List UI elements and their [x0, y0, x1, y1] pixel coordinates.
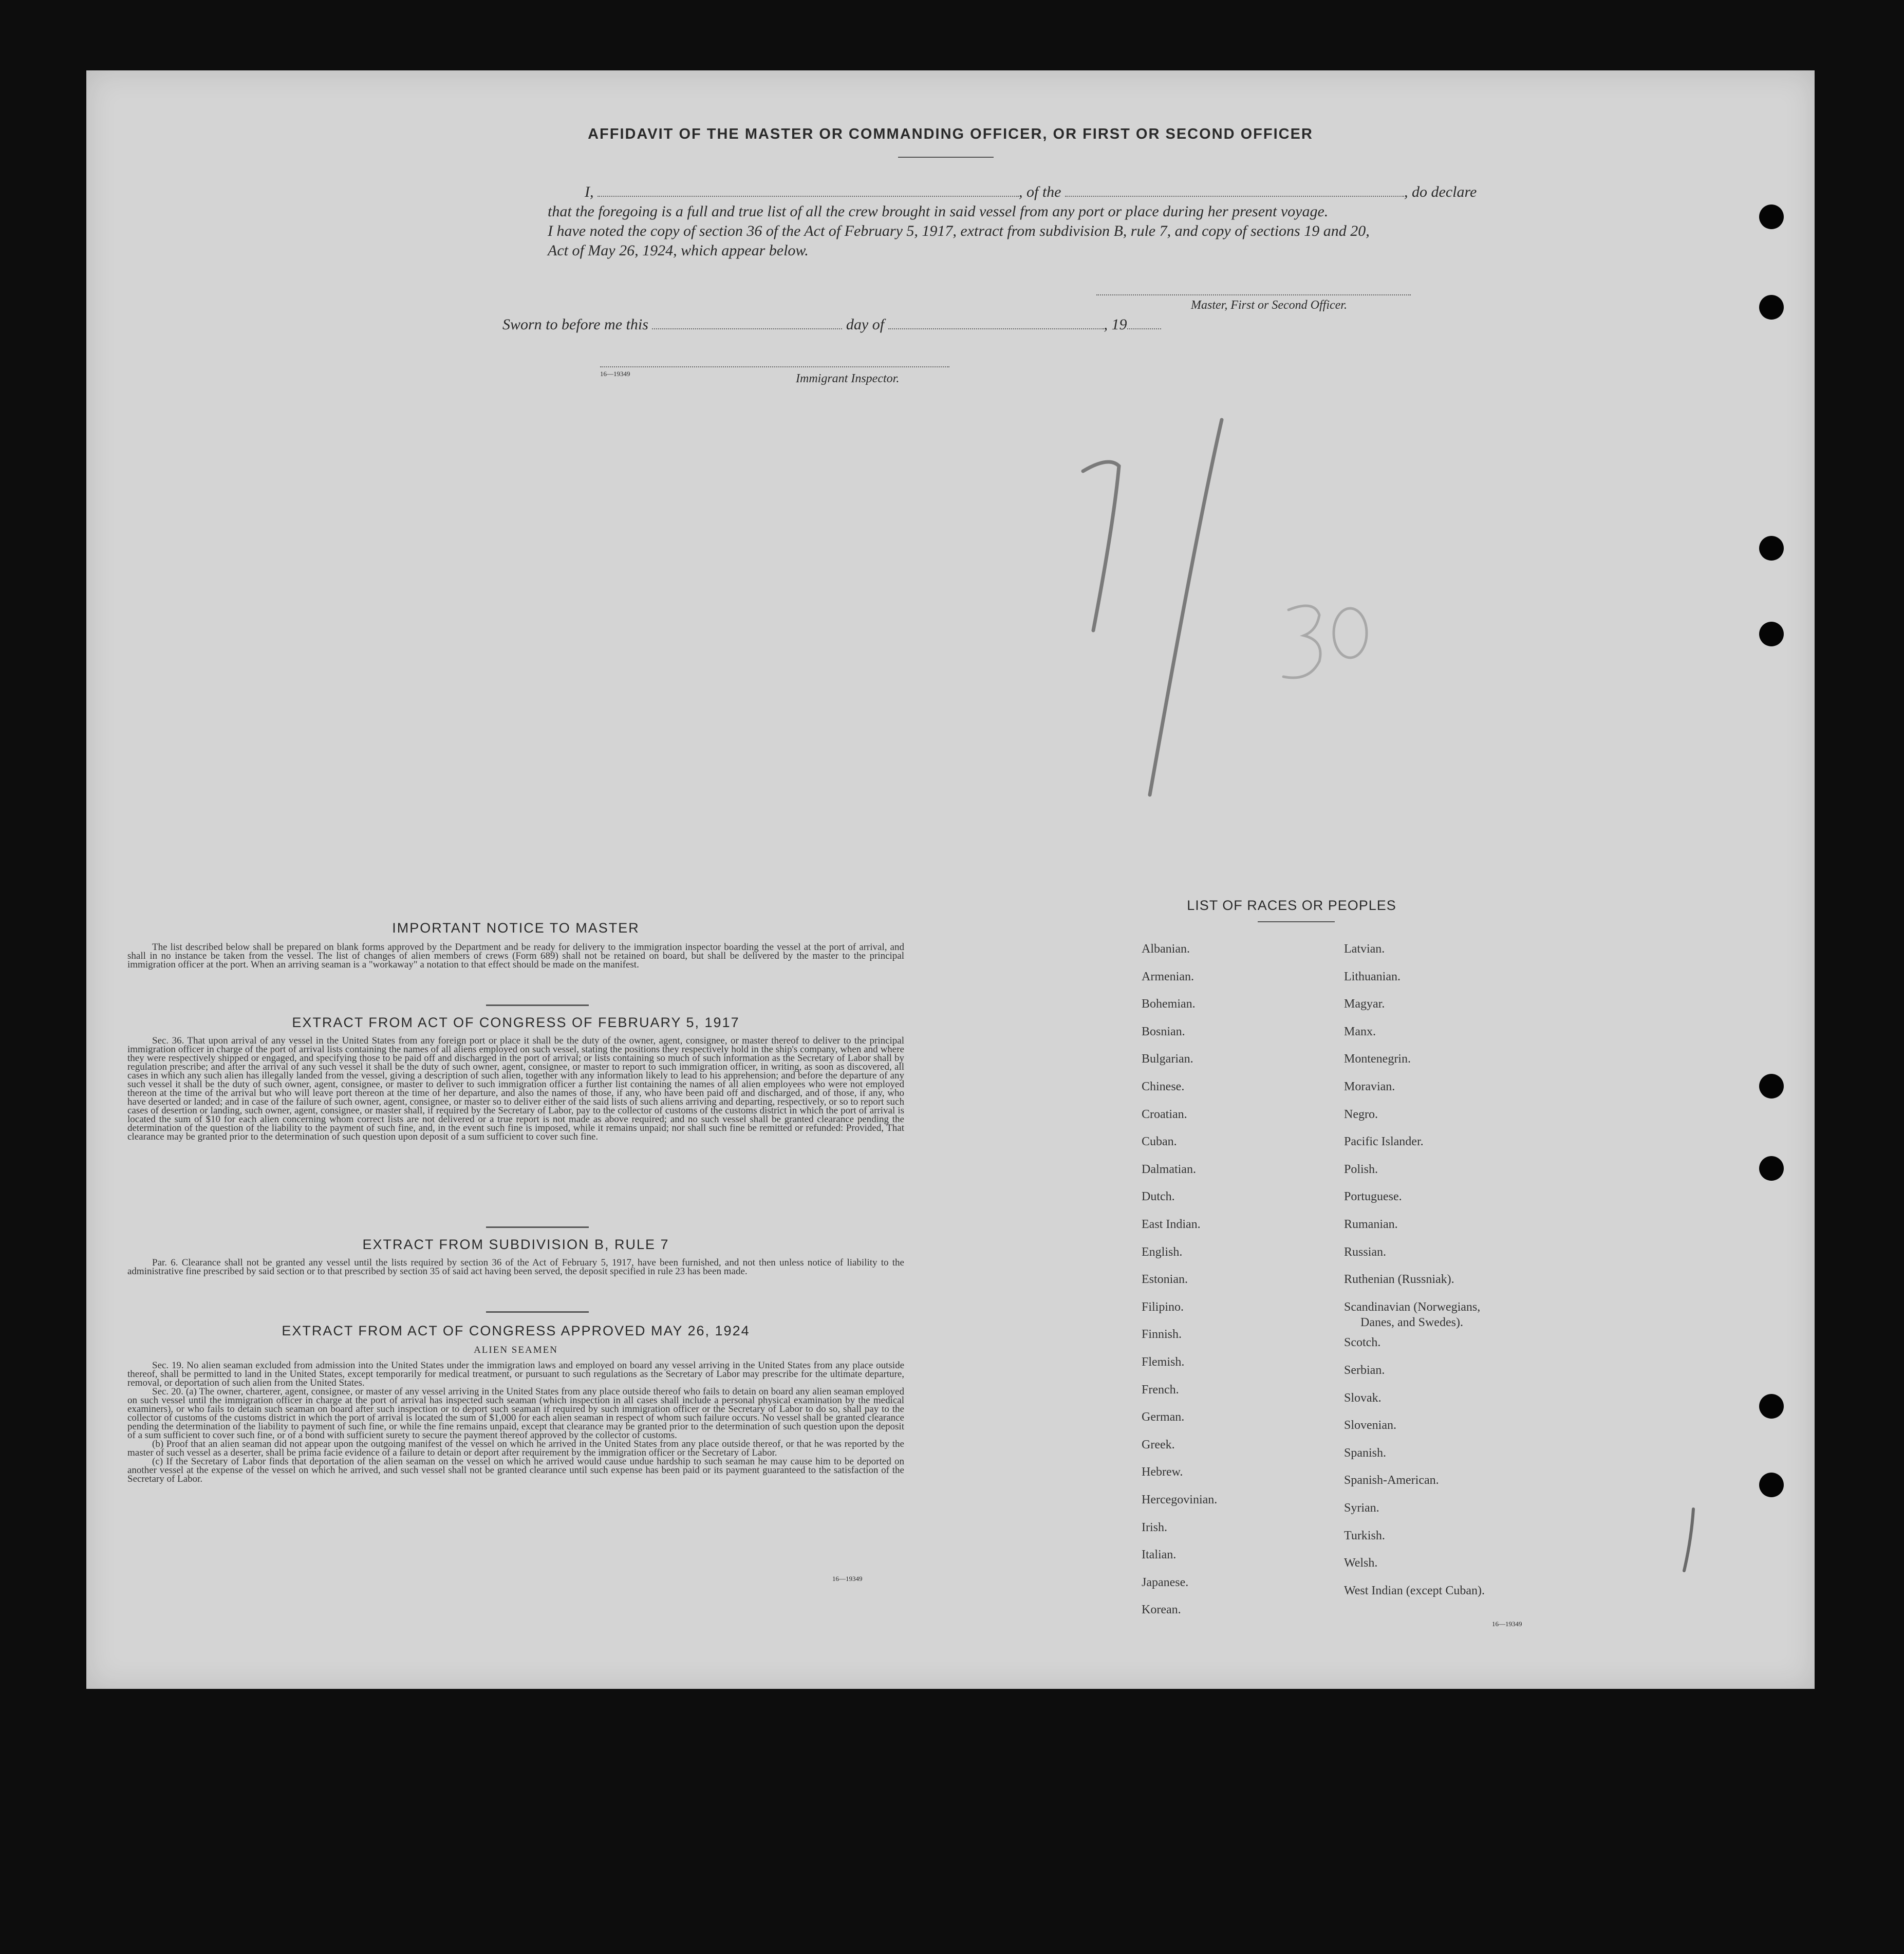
race-item: Hercegovinian. [1142, 1493, 1218, 1506]
race-item: German. [1142, 1410, 1185, 1424]
race-item: French. [1142, 1383, 1179, 1397]
paragraph-6: Par. 6. Clearance shall not be granted any vessel until the lists required by section 36 of the Act of February 5, 1917, have been furnished, and not then unless notice of liability to the administrative fine prescribed by said section or to that prescribed by section 35 of said act having been served, the deposit specified in rule 23 has been made. [127, 1257, 904, 1277]
notice-heading: IMPORTANT NOTICE TO MASTER [392, 920, 640, 936]
extract-1917-divider [486, 1226, 589, 1228]
section-20c-paragraph: (c) If the Secretary of Labor finds that deportation of the alien seaman on the vessel on which he arrived would cause undue hardship to such seaman he may cause him to be deported on another vessel at the expense of the vessel on which he arrived, and such vessel shall not be granted clearance until such expense has been paid or its payment guaranteed to the satisfaction of the Secretary of Labor. [127, 1456, 904, 1484]
race-item: East Indian. [1142, 1218, 1201, 1231]
race-item: Moravian. [1344, 1080, 1395, 1093]
race-item: Ruthenian (Russniak). [1344, 1273, 1454, 1286]
races-heading: LIST OF RACES OR PEOPLES [1187, 898, 1396, 913]
race-item: Syrian. [1344, 1501, 1379, 1515]
race-item: Magyar. [1344, 997, 1385, 1011]
extract-1917-text [127, 1036, 904, 1141]
race-item: Dutch. [1142, 1190, 1175, 1203]
punch-hole [1759, 1394, 1784, 1419]
sworn-label: Sworn to before me this [502, 316, 648, 333]
declaration-line-3: I have noted the copy of section 36 of the Act of February 5, 1917, extract from subdivision B, rule 7, and copy of sections 19 and 20, [548, 222, 1370, 239]
notice-text [127, 943, 904, 969]
race-item: Pacific Islander. [1344, 1135, 1424, 1148]
punch-hole [1759, 1156, 1784, 1181]
race-item: Latvian. [1344, 942, 1385, 956]
punch-hole [1759, 204, 1784, 229]
race-item: Turkish. [1344, 1529, 1385, 1542]
i-label: I, [585, 183, 594, 200]
master-signature-label: Master, First or Second Officer. [1191, 299, 1347, 312]
race-item: Italian. [1142, 1548, 1177, 1561]
race-item: Welsh. [1344, 1556, 1378, 1570]
notice-paragraph: The list described below shall be prepared on blank forms approved by the Department and be ready for delivery to the immigration inspector boarding the vessel at the port of arrival, and shall in no instance be taken from the vessel. The list of changes of alien members of crews (Form 689) shall not be retained on board, but shall be delivered by the master to the principal immigration officer at the port. When an arriving seaman is a "workaway" a notation to that effect should be made on the manifest. [127, 942, 904, 970]
handwritten-30 [1283, 606, 1367, 678]
handwritten-fraction [1083, 420, 1222, 795]
race-item: Greek. [1142, 1438, 1175, 1451]
race-item: Bohemian. [1142, 997, 1196, 1011]
race-item: Bosnian. [1142, 1025, 1185, 1038]
extract-form-number: 16—19349 [832, 1575, 863, 1583]
do-declare-label: , do declare [1404, 183, 1477, 200]
race-item: Cuban. [1142, 1135, 1177, 1148]
punch-hole [1759, 622, 1784, 646]
rule-7-heading: EXTRACT FROM SUBDIVISION B, RULE 7 [362, 1237, 669, 1252]
race-item: Rumanian. [1344, 1218, 1398, 1231]
declaration-line-4: Act of May 26, 1924, which appear below. [548, 242, 809, 259]
affidavit-form-number: 16—19349 [600, 370, 630, 378]
race-item: Russian. [1344, 1245, 1387, 1259]
extract-1917-heading: EXTRACT FROM ACT OF CONGRESS OF FEBRUARY 5, 1917 [292, 1015, 740, 1030]
alien-seamen-subheading: ALIEN SEAMEN [474, 1345, 558, 1355]
race-item: Croatian. [1142, 1108, 1187, 1121]
punch-hole [1759, 536, 1784, 561]
race-item: Slovenian. [1344, 1419, 1396, 1432]
race-item: Bulgarian. [1142, 1052, 1193, 1066]
race-item: Spanish-American. [1344, 1474, 1439, 1487]
races-divider [1258, 921, 1335, 922]
race-item: West Indian (except Cuban). [1344, 1584, 1485, 1597]
extract-1924-text [127, 1361, 904, 1483]
punch-hole [1759, 1473, 1784, 1497]
race-item: Portuguese. [1344, 1190, 1402, 1203]
year-label: , 19 [1104, 316, 1127, 333]
race-item: Slovak. [1344, 1391, 1382, 1405]
rule-7-text [127, 1258, 904, 1276]
race-item: Irish. [1142, 1521, 1167, 1534]
punch-hole [1759, 295, 1784, 320]
race-item: Negro. [1344, 1108, 1378, 1121]
races-form-number: 16—19349 [1492, 1620, 1522, 1628]
race-item: Korean. [1142, 1603, 1181, 1616]
race-item: English. [1142, 1245, 1183, 1259]
race-item: Dalmatian. [1142, 1163, 1196, 1176]
extract-1924-heading: EXTRACT FROM ACT OF CONGRESS APPROVED MAY 26, 1924 [282, 1323, 750, 1338]
race-item: Polish. [1344, 1163, 1378, 1176]
race-item: Serbian. [1344, 1364, 1385, 1377]
race-item: Armenian. [1142, 970, 1194, 983]
section-36-paragraph: Sec. 36. That upon arrival of any vessel in the United States from any foreign port or place it shall be the duty of the owner, agent, consignee, or master thereof to deliver to the principal immigration officer in charge of the port of arrival lists containing the names of all aliens employed on such vessel, stating the positions they respectively hold in the ship's company, when and where they were respectively shipped or engaged, and specifying those to be paid off and discharged in the port of arrival; or lists containing so much of such information as the Secretary of Labor shall by regulation prescribe; and after the arrival of any such vessel it shall be the duty of such owner, agent, consignee, or master to report to such immigration officer, in writing, as soon as discovered, all cases in which any such alien has illegally landed from the vessel, giving a description of such alien, together with any information likely to lead to his apprehension; and before the departure of any such vessel it shall be the duty of such owner, agent, consignee, or master to deliver to such immigration officer a further list containing the names of all alien employees who were not employed thereon at the time of the arrival but who will leave port thereon at the time of her departure, and also the names of those, if any, who have been paid off and discharged, and of those, if any, who have deserted or landed; and in case of the failure of such owner, agent, consignee, or master so to deliver either of the said lists of such aliens arriving and departing, respectively, or so to report such cases of desertion or landing, such owner, agent, consignee, or master shall, if required by the Secretary of Labor, pay to the collector of customs of the customs district in which the port of arrival is located the sum of $10 for each alien concerning whom correct lists are not delivered or a true report is not made as above required; and no such vessel shall be granted clearance pending the determination of the question of the liability to the payment of such fine, and, in the event such fine is imposed, while it remains unpaid; nor shall such fine be remitted or refunded: Provided, That clearance may be granted prior to the determination of such question upon deposit of a sum sufficient to cover such fine. [127, 1035, 904, 1142]
race-item: Hebrew. [1142, 1465, 1183, 1479]
race-item: Scotch. [1344, 1336, 1381, 1349]
of-the-label: , of the [1019, 183, 1061, 200]
punch-hole [1759, 1074, 1784, 1099]
notice-divider [486, 1004, 589, 1006]
race-item: Chinese. [1142, 1080, 1185, 1093]
race-item: Estonian. [1142, 1273, 1188, 1286]
section-19-paragraph: Sec. 19. No alien seaman excluded from admission into the United States under the immigration laws and employed on board any vessel arriving in the United States from any place outside thereof, shall be permitted to land in the United States, except temporarily for medical treatment, or pursuant to such regulations as the Secretary of Labor may prescribe for the ultimate departure, removal, or deportation of such alien from the United States. [127, 1360, 904, 1388]
document-page [86, 70, 1815, 1689]
race-item: Flemish. [1142, 1355, 1185, 1369]
race-item: Danes, and Swedes). [1360, 1316, 1463, 1329]
race-item: Japanese. [1142, 1576, 1189, 1589]
race-item: Scandinavian (Norwegians, [1344, 1300, 1481, 1314]
rule-7-divider [486, 1311, 589, 1313]
handwritten-slash [1150, 420, 1222, 795]
declaration-line-2: that the foregoing is a full and true list of all the crew brought in said vessel from any port or place during her present voyage. [548, 203, 1329, 220]
section-20a-paragraph: Sec. 20. (a) The owner, charterer, agent, consignee, or master of any vessel arriving in the United States from any place outside thereof who fails to detain on board any alien seaman employed on such vessel until the immigration officer in charge at the port of arrival has inspected such seaman (which inspection in all cases shall include a personal physical examination by the medical examiners), or who fails to detain such seaman on board after such inspection or to deport such seaman if required by such immigration officer or the Secretary of Labor to do so, shall pay to the collector of customs of the customs district in which the port of arrival is located the sum of $1,000 for each alien seaman in respect of whom such failure occurs. No vessel shall be granted clearance pending the determination of the liability to payment of such fine, or while the fine remains unpaid, except that clearance may be granted prior to the determination of such question upon the deposit of a sum sufficient to cover such fine, or of a bond with sufficient surety to secure the payment thereof approved by the collector of customs. [127, 1386, 904, 1441]
race-item: Albanian. [1142, 942, 1190, 956]
race-item: Manx. [1344, 1025, 1376, 1038]
race-item: Montenegrin. [1344, 1052, 1411, 1066]
race-item: Finnish. [1142, 1328, 1182, 1341]
handwritten-digit-7 [1083, 462, 1119, 630]
section-20b-paragraph: (b) Proof that an alien seaman did not appear upon the outgoing manifest of the vessel on which he arrived in the United States from any place outside thereof, or that he was reported by the master of such vessel as a deserter, shall be prima facie evidence of a failure to detain or deport after requirement by the immigration officer or the Secretary of Labor. [127, 1439, 904, 1458]
day-of-label: day of [846, 316, 885, 333]
affidavit-title: AFFIDAVIT OF THE MASTER OR COMMANDING OFFICER, OR FIRST OR SECOND OFFICER [588, 126, 1313, 142]
race-item: Spanish. [1344, 1446, 1387, 1460]
race-item: Filipino. [1142, 1300, 1184, 1314]
inspector-label: Immigrant Inspector. [796, 372, 900, 385]
race-item: Lithuanian. [1344, 970, 1401, 983]
handwritten-margin-mark [1684, 1509, 1693, 1571]
